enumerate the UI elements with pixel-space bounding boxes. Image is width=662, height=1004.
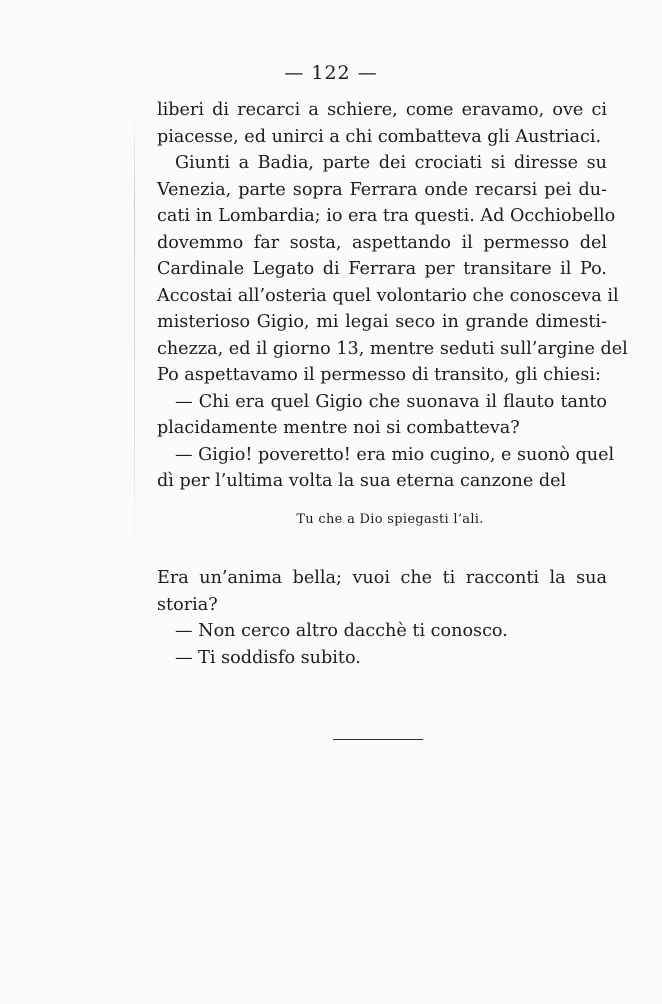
text-line: — Ti soddisfo subito. — [175, 647, 361, 668]
paragraph — [157, 565, 607, 618]
text-line: Giunti a Badia, parte dei crociati si diresse su — [175, 153, 607, 173]
section-end-rule — [333, 739, 423, 740]
page-number: — 122 — — [284, 62, 378, 84]
body-text-bottom — [157, 565, 607, 671]
text-line: piacesse, ed unirci a chi combatteva gli Austriaci. — [157, 126, 602, 147]
text-line: dovemmo far sosta, aspettando il permesso del — [157, 232, 607, 253]
text-line: liberi di recarci a schiere, come eravamo, ove ci — [157, 100, 607, 120]
text-line: dì per l’ultima volta la sua eterna canzone del — [157, 471, 567, 491]
text-line: Po aspettavamo il permesso di transito, gli chiesi: — [157, 365, 601, 385]
text-line: — Chi era quel Gigio che suonava il flauto tanto — [175, 391, 607, 412]
page-gutter-shadow — [134, 110, 135, 560]
text-line: placidamente mentre noi si combatteva? — [157, 418, 520, 438]
paragraph — [157, 442, 615, 495]
text-line: chezza, ed il giorno 13, mentre seduti sull’argine del — [157, 338, 628, 359]
paragraph — [157, 150, 628, 389]
text-line: misterioso Gigio, mi legai seco in grande dimesti- — [157, 312, 607, 332]
body-text-top — [157, 97, 628, 495]
text-line: Accostai all’osteria quel volontario che conosceva il — [157, 285, 619, 306]
text-line: cati in Lombardia; io era tra questi. Ad Occhiobello — [157, 206, 616, 226]
paragraph — [157, 97, 607, 150]
paragraph — [157, 389, 607, 442]
paragraph — [157, 618, 607, 645]
text-line: — Non cerco altro dacchè ti conosco. — [175, 621, 508, 641]
text-line: Era un’anima bella; vuoi che ti racconti la sua — [157, 568, 607, 588]
text-line: — Gigio! poveretto! era mio cugino, e suonò quel — [175, 444, 615, 465]
text-line: Venezia, parte sopra Ferrara onde recarsi pei du- — [157, 179, 607, 200]
paragraph — [157, 645, 607, 672]
verse-quote: Tu che a Dio spiegasti l’ali. — [296, 512, 484, 527]
text-line: storia? — [157, 594, 218, 615]
text-line: Cardinale Legato di Ferrara per transitare il Po. — [157, 259, 607, 279]
